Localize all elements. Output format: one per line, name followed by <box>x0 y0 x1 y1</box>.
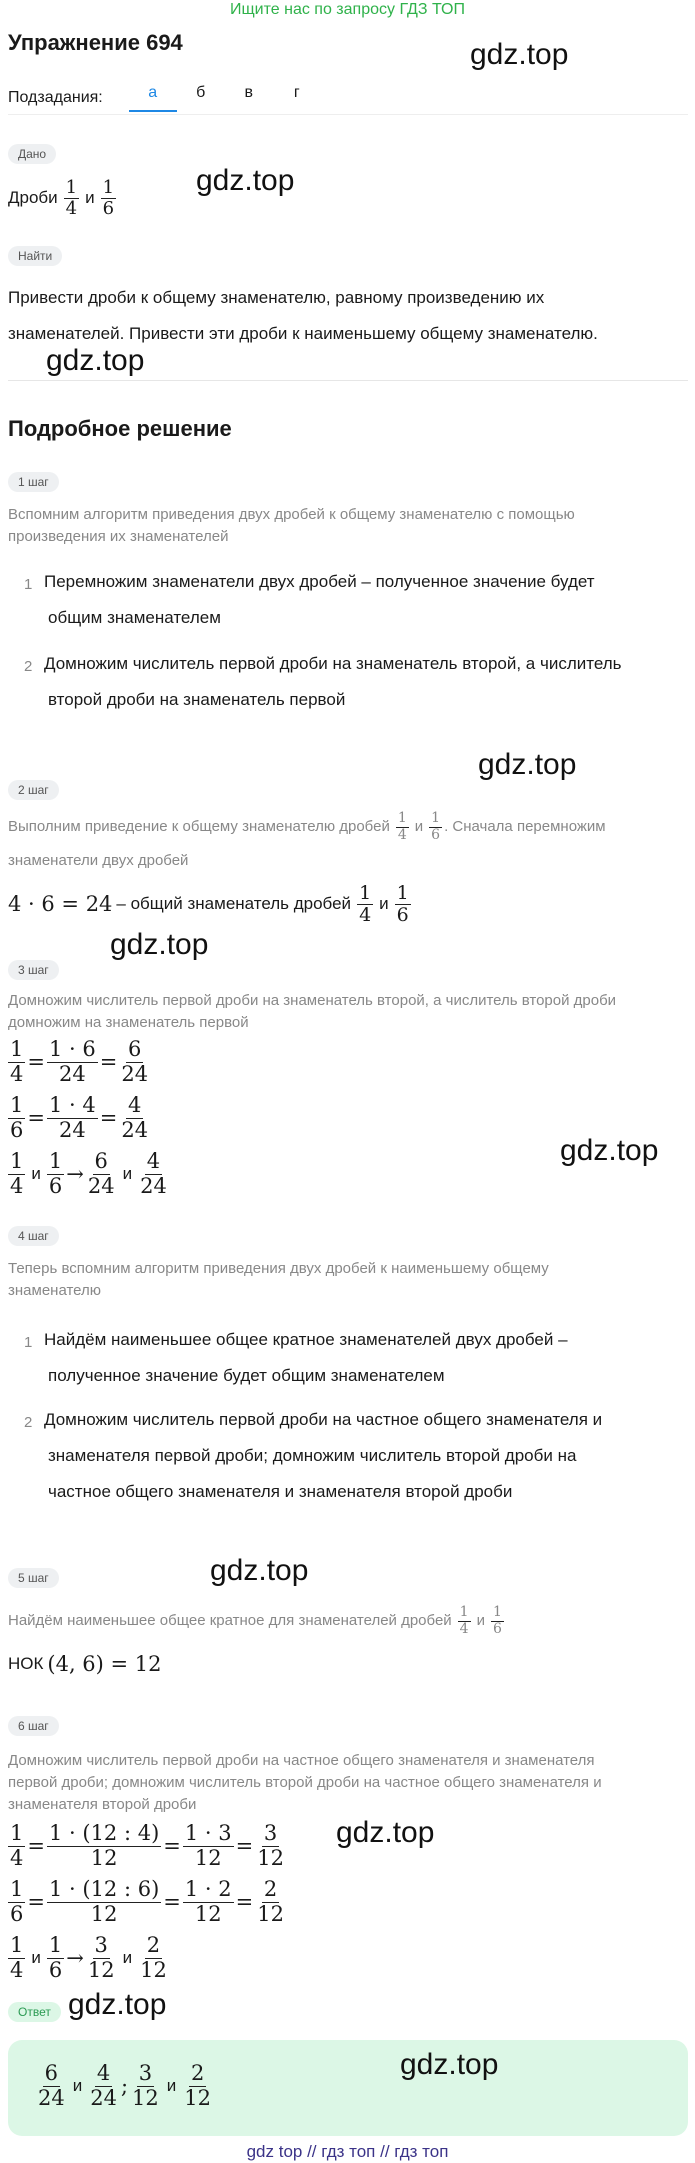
answer-chip: Ответ <box>8 2002 61 2022</box>
fraction: $\frac{1}{4}$ <box>10 1933 24 1982</box>
step-6-row-3: $\frac{1}{4}$ и $\frac{1}{6}$ → $\frac{3}{12}$ и $\frac{2}{12}$ <box>10 1933 167 1982</box>
tab-b[interactable]: б <box>196 84 206 101</box>
step-2-equation: 4 · 6 = 24 – общий знаменатель дробей $\frac{1}{4}$ и $\frac{1}{6}$ <box>8 881 409 926</box>
step-5-chip: 5 шаг <box>8 1568 59 1588</box>
tab-v[interactable]: в <box>244 84 253 101</box>
step-6-desc-2: первой дроби; домножим числитель второй дроби на частное общего знаменателя и <box>8 1774 602 1791</box>
watermark: gdz.top <box>46 344 145 377</box>
fraction: $\frac{1}{6}$ <box>10 1877 24 1926</box>
list-item-cont: второй дроби на знаменатель первой <box>48 690 346 709</box>
fraction: $\frac{1}{4}$ <box>65 177 78 219</box>
list-item: Перемножим знаменатели двух дробей – полученное значение будет <box>44 572 595 591</box>
fraction: $\frac{1}{6}$ <box>102 177 115 219</box>
list-item: Домножим числитель первой дроби на частное общего знаменателя и <box>44 1410 603 1429</box>
fraction: $\frac{4}{24}$ <box>121 1093 149 1142</box>
fraction: $\frac{1 \cdot 2}{12}$ <box>184 1877 232 1926</box>
list-item-cont: знаменателя первой дроби; домножим числитель второй дроби на <box>48 1446 577 1465</box>
given-chip: Дано <box>8 144 56 164</box>
find-line-1: Привести дроби к общему знаменателю, равному произведению их <box>8 288 545 307</box>
page-title: Упражнение 694 <box>8 30 183 55</box>
fraction: $\frac{3}{12}$ <box>257 1821 284 1870</box>
watermark: gdz.top <box>196 164 295 197</box>
step-6-chip: 6 шаг <box>8 1716 59 1736</box>
list-number: 1 <box>24 576 33 593</box>
step-2-desc-2: знаменатели двух дробей <box>8 852 189 869</box>
watermark: gdz.top <box>470 38 569 71</box>
fraction: $\frac{6}{24}$ <box>121 1037 149 1086</box>
given-text: Дроби $\frac{1}{4}$ и $\frac{1}{6}$ <box>8 177 115 219</box>
step-5-equation: НОК (4, 6) = 12 <box>8 1652 162 1676</box>
fraction: $\frac{6}{24}$ <box>38 2061 65 2110</box>
list-item-cont: полученное значение будет общим знаменателем <box>48 1366 445 1385</box>
fraction: $\frac{1}{6}$ <box>396 881 409 926</box>
fraction: $\frac{2}{12}$ <box>257 1877 284 1926</box>
step-3-row-2: $\frac{1}{6}$ = $\frac{1 \cdot 4}{24}$ = $\frac{4}{24}$ <box>10 1093 149 1142</box>
watermark: gdz.top <box>560 1134 659 1167</box>
step-3-chip: 3 шаг <box>8 960 59 980</box>
top-banner[interactable]: Ищите нас по запросу ГДЗ ТОП <box>230 1 465 18</box>
fraction: $\frac{1}{4}$ <box>459 1604 469 1637</box>
step-2-chip: 2 шаг <box>8 780 59 800</box>
fraction: $\frac{1}{6}$ <box>431 810 441 843</box>
footer-links[interactable]: gdz top // гдз топ // гдз топ <box>246 2142 449 2161</box>
find-line-2: знаменателей. Привести эти дроби к наименьшему общему знаменателю. <box>8 324 598 343</box>
list-number: 2 <box>24 658 33 675</box>
step-6-row-2: $\frac{1}{6}$ = $\frac{1 \cdot (12 : 6)}{12}$ = $\frac{1 \cdot 2}{12}$ = $\frac{2}{12}$ <box>10 1877 284 1926</box>
step-6-desc-1: Домножим числитель первой дроби на частное общего знаменателя и знаменателя <box>8 1752 595 1769</box>
step-4-chip: 4 шаг <box>8 1226 59 1246</box>
list-number: 2 <box>24 1414 33 1431</box>
list-item: Найдём наименьшее общее кратное знаменателей двух дробей – <box>44 1330 568 1349</box>
watermark: gdz.top <box>336 1816 435 1849</box>
watermark: gdz.top <box>210 1554 309 1587</box>
subtasks-bar <box>8 84 321 112</box>
step-4-desc-1: Теперь вспомним алгоритм приведения двух дробей к наименьшему общему <box>8 1260 549 1277</box>
step-1-chip: 1 шаг <box>8 472 59 492</box>
fraction: $\frac{6}{24}$ <box>87 1149 115 1198</box>
step-4-desc-2: знаменателю <box>8 1282 102 1299</box>
fraction: $\frac{1}{6}$ <box>492 1604 502 1637</box>
fraction: $\frac{1 \cdot 6}{24}$ <box>48 1037 96 1086</box>
fraction: $\frac{3}{12}$ <box>132 2061 159 2110</box>
fraction: $\frac{3}{12}$ <box>87 1933 115 1982</box>
fraction: $\frac{1}{4}$ <box>359 881 372 926</box>
fraction: $\frac{1}{4}$ <box>10 1037 24 1086</box>
tabs-divider <box>8 114 688 115</box>
step-1-desc-1: Вспомним алгоритм приведения двух дробей к общему знаменателю с помощью <box>8 506 575 523</box>
fraction: $\frac{1}{6}$ <box>10 1093 24 1142</box>
step-3-row-3: $\frac{1}{4}$ и $\frac{1}{6}$ → $\frac{6}{24}$ и $\frac{4}{24}$ <box>10 1149 167 1198</box>
step-6-row-1: $\frac{1}{4}$ = $\frac{1 \cdot (12 : 4)}{12}$ = $\frac{1 \cdot 3}{12}$ = $\frac{3}{12}$ <box>10 1821 284 1870</box>
fraction: $\frac{1 \cdot 3}{12}$ <box>184 1821 232 1870</box>
list-item: Домножим числитель первой дроби на знаменатель второй, а числитель <box>44 654 622 673</box>
fraction: $\frac{1 \cdot 4}{24}$ <box>48 1093 96 1142</box>
step-3-row-1: $\frac{1}{4}$ = $\frac{1 \cdot 6}{24}$ = $\frac{6}{24}$ <box>10 1037 149 1086</box>
step-6-desc-3: знаменателя второй дроби <box>8 1796 197 1813</box>
watermark: gdz.top <box>68 1988 167 2021</box>
watermark: gdz.top <box>478 748 577 781</box>
list-item-cont: частное общего знаменателя и знаменателя второй дроби <box>48 1482 513 1501</box>
step-5-desc: Найдём наименьшее общее кратное для знаменателей дробей $\frac{1}{4}$ и $\frac{1}{6}$ <box>8 1604 502 1637</box>
fraction: $\frac{1}{4}$ <box>10 1821 24 1870</box>
fraction: $\frac{4}{24}$ <box>140 1149 167 1198</box>
find-chip: Найти <box>8 246 62 266</box>
tab-a[interactable]: а <box>129 84 177 112</box>
divider <box>8 380 688 381</box>
step-3-desc-2: домножим на знаменатель первой <box>8 1014 249 1031</box>
fraction: $\frac{1}{6}$ <box>48 1933 63 1982</box>
watermark: gdz.top <box>400 2048 499 2081</box>
fraction: $\frac{1}{4}$ <box>397 810 407 843</box>
watermark: gdz.top <box>110 928 209 961</box>
fraction: $\frac{1 \cdot (12 : 6)}{12}$ <box>48 1877 160 1926</box>
answer-box <box>8 2040 688 2136</box>
step-2-desc-1: Выполним приведение к общему знаменателю дробей $\frac{1}{4}$ и $\frac{1}{6}$ . Сначала перемножим <box>8 810 606 843</box>
given-prefix: Дроби <box>8 188 58 208</box>
answer-value: $\frac{6}{24}$ и $\frac{4}{24}$ ; $\frac{3}{12}$ и $\frac{2}{12}$ <box>38 2061 212 2110</box>
fraction: $\frac{1 \cdot (12 : 4)}{12}$ <box>48 1821 160 1870</box>
fraction: $\frac{4}{24}$ <box>90 2061 117 2110</box>
fraction: $\frac{1}{4}$ <box>10 1149 24 1198</box>
tab-g[interactable]: г <box>293 84 300 101</box>
step-1-desc-2: произведения их знаменателей <box>8 528 229 545</box>
solution-title: Подробное решение <box>8 416 232 441</box>
fraction: $\frac{2}{12}$ <box>184 2061 212 2110</box>
list-number: 1 <box>24 1334 33 1351</box>
subtasks-label: Подзадания: <box>8 89 103 106</box>
step-3-desc-1: Домножим числитель первой дроби на знаменатель второй, а числитель второй дроби <box>8 992 617 1009</box>
fraction: $\frac{1}{6}$ <box>48 1149 63 1198</box>
fraction: $\frac{2}{12}$ <box>140 1933 167 1982</box>
list-item-cont: общим знаменателем <box>48 608 221 627</box>
